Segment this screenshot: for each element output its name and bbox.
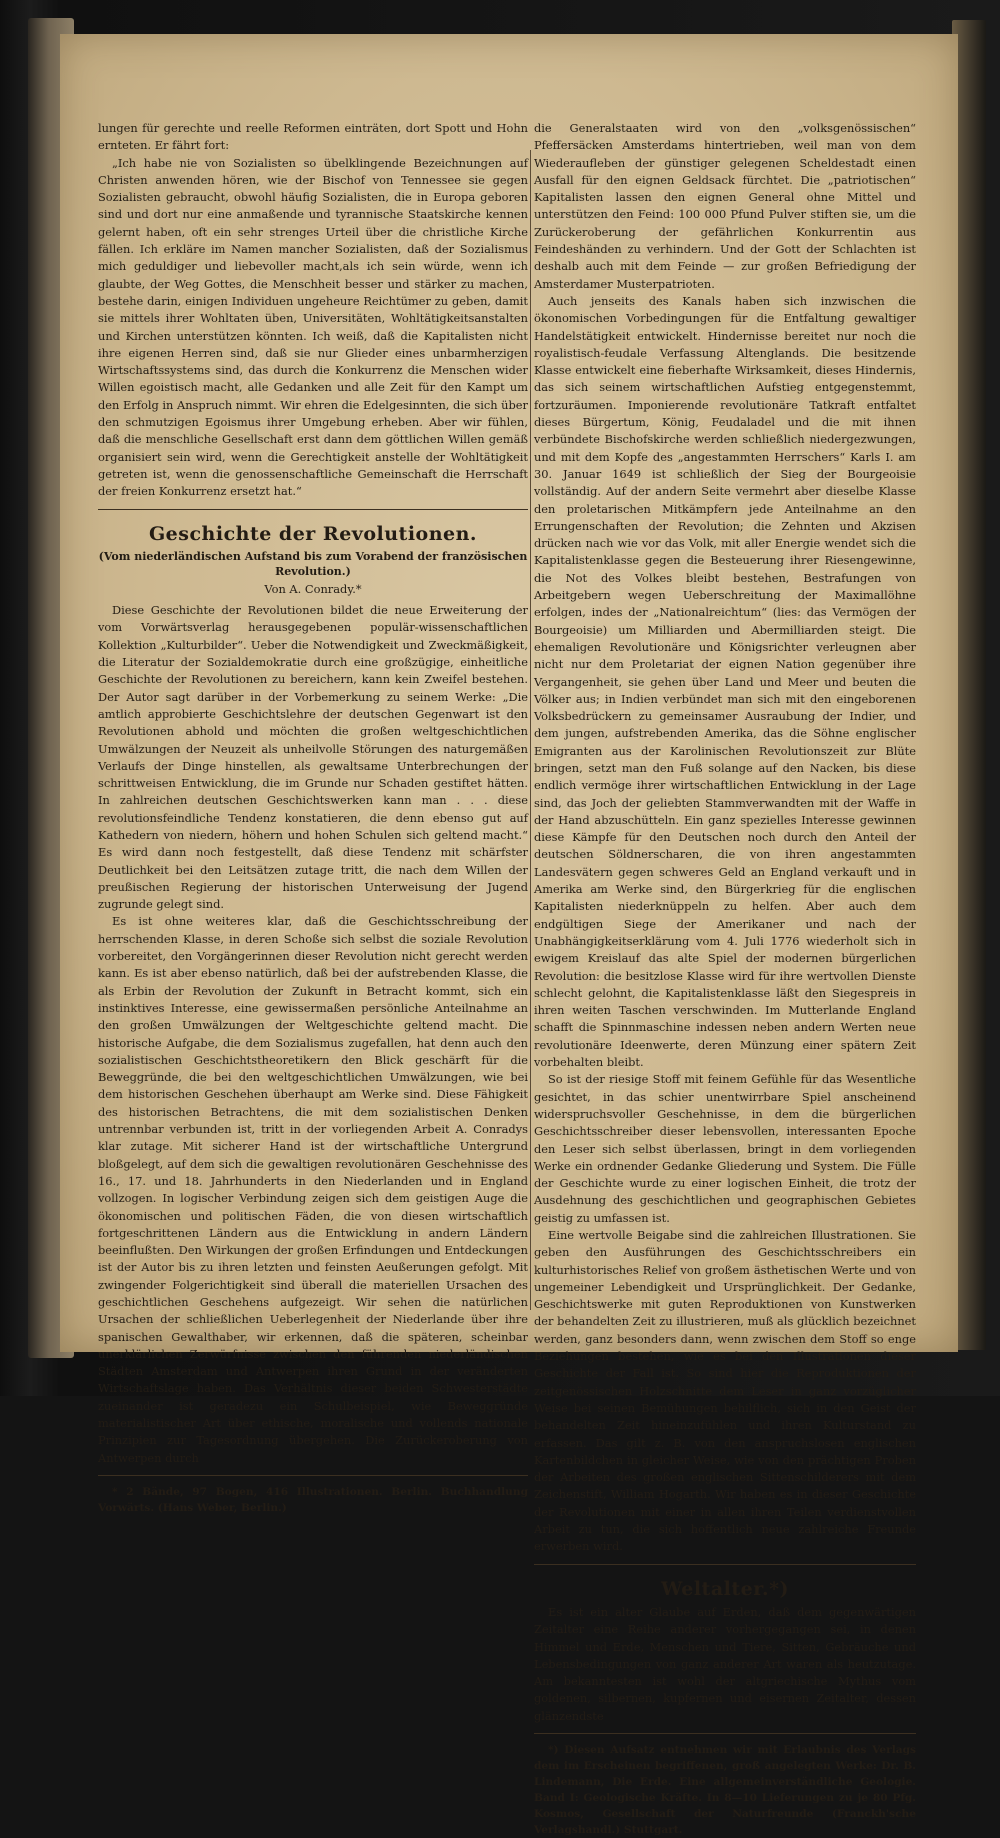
left-intro: lungen für gerechte und reelle Reformen einträten, dort Spott und Hohn ernteten. Er fährt fort:: [98, 121, 528, 153]
article2-footnote: *) Diesen Aufsatz entnehmen wir mit Erlaubnis des Verlags dem im Erscheinen begriffenen, groß angelegten Werke: Dr. B. Lindemann, Die Erde. Eine allgemeinverständliche Geologie. Band I: Geologische Kräfte. In 8—10 Lieferungen zu je 80 Pfg. Kosmos, Gesellschaft der Naturfreunde (Franckh'sche Verlagshandl.) Stuttgart.: [534, 1744, 916, 1837]
article2-paragraph-1: Es ist ein alter Glaube auf Erden, daß dem gegenwärtigen Zeitalter eine Reihe anderer vorhergegangen sei, in denen Himmel und Erde, Menschen und Tiere, Sitten, Gebräuche und Lebensbedingungen von ganz anderer Art waren als heutzutage. Am bekanntesten ist wohl der altgriechische Mythus vom goldenen, silbernen, kupfernen und eisernen Zeitalter, dessen glänzendste: [534, 1604, 916, 1723]
right-paragraph-2: Auch jenseits des Kanals haben sich inzwischen die ökonomischen Vorbedingungen für die Entfaltung gewaltiger Handelstätigkeit entwickelt. Hindernisse bereitet nur noch die royalistisch-feudale Verfassung Altenglands. Die besitzende Klasse entwickelt eine fieberhafte Wirksamkeit, dieses Hindernis, das sich seinem wirtschaftlichen Aufstieg entgegenstemmt, fortzuräumen. Imponierende revolutionäre Tatkraft entfaltet dieses Bürgertum, König, Feudaladel und die mit ihnen verbündete Bischofskirche werden schließlich niedergezwungen, und mit dem Kopfe des „angestammten Herrschers“ Karls I. am 30. Januar 1649 ist schließlich der Sieg der Bourgeoisie vollständig. Auf der andern Seite vermehrt aber dieselbe Klasse den proletarischen Mitkämpfern jede Anteilnahme an den Errungenschaften der Revolution; die Zehnten und Akzisen drücken nach wie vor das Volk, mit aller Energie wendet sich die Kapitalistenklasse gegen die Besteuerung ihrer Riesengewinne, die Not des Volkes bleibt bestehen, Bestrafungen von Arbeitgebern wegen Ueberschreitung der Maximallöhne erfolgen, indes der „Nationalreichtum“ (lies: das Vermögen der Bourgeoisie) um Milliarden und Abermilliarden steigt. Die ehemaligen Revolutionäre und Königsrichter verleugnen aber nicht nur dem Proletariat der eignen Nation gegenüber ihre Vergangenheit, sie gehen über Land und Meer und beuten die Völker aus; in Indien verbündet man sich mit den eingeborenen Volksbedrückern zu gemeinsamer Ausraubung der Indier, und dem jungen, aufstrebenden Amerika, das die Söhne englischer Emigranten aus der Karolinischen Revolutionszeit zur Blüte bringen, setzt man den Fuß solange auf den Nacken, bis diese endlich vermöge ihrer wirtschaftlichen Entwicklung in der Lage sind, das Joch der geliebten Stammverwandten mit der Waffe in der Hand abzuschütteln. Ein ganz spezielles Interesse gewinnen diese Kämpfe für den Deutschen noch durch den Anteil der deutschen Söldnerscharen, die von ihren angestammten Landesvätern gegen schweres Geld an England verkauft und in Amerika am Werke sind, den Bürgerkrieg für die englischen Kapitalisten niederknüppeln zu helfen. Aber auch dem endgültigen Siege der Amerikaner und nach der Unabhängigkeitserklärung vom 4. Juli 1776 wiederholt sich in ewigem Kreislauf das alte Spiel der modernen bürgerlichen Revolution: die besitzlose Klasse wird für ihre wertvollen Dienste schlecht gelohnt, die Kapitalistenklasse läßt den Siegespreis in ihren weiten Taschen verschwinden. Im Mutterlande England schafft die Spinnmaschine indessen neben andern Werten neue revolutionäre Ideenwerte, deren Münzung einer spätern Zeit vorbehalten bleibt.: [534, 293, 916, 1070]
footnote-rule-2: [534, 1733, 916, 1734]
right-column: [534, 120, 916, 1838]
right-paragraph-3: So ist der riesige Stoff mit feinem Gefühle für das Wesentliche gesichtet, in das schier unentwirrbare Spiel anscheinend widerspruchsvoller Geschehnisse, in dem die bürgerlichen Geschichtsschreiber dieser lebensvollen, interessanten Epoche den Leser sich selbst überlassen, bringt in dem vorliegenden Werke ein ordnender Gedanke Gliederung und System. Die Fülle der Geschichte wurde zu einer logischen Einheit, die trotz der Ausdehnung des geschichtlichen und geographischen Gebietes geistig zu umfassen ist.: [534, 1072, 916, 1225]
article-paragraph-1: Diese Geschichte der Revolutionen bildet die neue Erweiterung der vom Vorwärtsverlag herausgegebenen populär-wissenschaftlichen Kollektion „Kulturbilder“. Ueber die Notwendigkeit und Zweckmäßigkeit, die Literatur der Sozialdemokratie durch eine großzügige, einheitliche Geschichte der Revolutionen zu bereichern, kann kein Zweifel bestehen. Der Autor sagt darüber in der Vorbemerkung zu seinem Werke: „Die amtlich approbierte Geschichtslehre der deutschen Gegenwart ist den Revolutionen abhold und möchten die großen weltgeschichtlichen Umwälzungen der Neuzeit als unheilvolle Störungen des naturgemäßen Verlaufs der Dinge hinstellen, als gewaltsame Unterbrechungen der schrittweisen Entwicklung, die im Grunde nur Schaden gestiftet hätten. In zahlreichen deutschen Geschichtswerken kann man . . . diese revolutionsfeindliche Tendenz konstatieren, die denn ebenso gut auf Kathedern von niedern, höhern und hohen Schulen sich geltend macht.“ Es wird dann noch festgestellt, daß diese Tendenz mit schärfster Deutlichkeit bei den Leitsätzen zutage tritt, die nach dem Willen der preußischen Regierung der historischen Unterweisung der Jugend zugrunde gelegt sind.: [98, 603, 528, 912]
article-subtitle: (Vom niederländischen Aufstand bis zum Vorabend der französischen Revolution.): [98, 549, 528, 578]
column-divider: [530, 150, 531, 1310]
article-title: Geschichte der Revolutionen.: [148, 522, 478, 545]
article2-title: Weltalter.*): [660, 1577, 790, 1600]
footnote-rule: [98, 1475, 528, 1476]
article-footnote: * 2 Bände, 97 Bogen, 416 Illustrationen. Berlin. Buchhandlung Vorwärts. (Hans Weber, Berlin.): [98, 1485, 528, 1514]
bishop-quote: „Ich habe nie von Sozialisten so übelklingende Bezeichnungen auf Christen anwenden hören, wie der Bischof von Tennessee sie gegen Sozialisten gebraucht, obwohl häufig Sozialisten, die in Europa geboren sind und dort nur eine anmaßende und tyrannische Staatskirche kennen gelernt haben, oft ein sehr strenges Urteil über die christliche Kirche fällen. Ich erkläre im Namen mancher Sozialisten, daß der Sozialismus mich geduldiger und liebevoller macht,als ich sein würde, wenn ich glaubte, der Weg Gottes, die Menschheit besser und stärker zu machen, bestehe darin, einigen Individuen ungeheure Reichtümer zu geben, damit sie mittels ihrer Wohltaten üben, Universitäten, Wohltätigkeitsanstalten und Kirchen unterstützen könnten. Ich weiß, daß die Kapitalisten nicht ihre eigenen Herren sind, daß sie nur Glieder eines unbarmherzigen Wirtschaftssystems sind, das durch die Konkurrenz die Menschen wider Willen egoistisch macht, alle Gedanken und alle Zeit für den Kampt um den Erfolg in Anspruch nimmt. Wir ehren die Edelgesinnten, die sich über den schmutzigen Egoismus ihrer Umgebung erheben. Aber wir fühlen, daß die menschliche Gesellschaft erst dann dem göttlichen Willen gemäß organisiert sein wird, wenn die Gerechtigkeit anstelle der Wohltätigkeit getreten ist, wenn die genossenschaftliche Gemeinschaft die Herrschaft der freien Konkurrenz ersetzt hat.“: [98, 155, 528, 499]
right-paragraph-1: die Generalstaaten wird von den „volksgenössischen“ Pfeffersäcken Amsterdams hintertrieben, weil man von dem Wiederaufleben der günstiger gelegenen Scheldestadt einen Ausfall für den eignen Geldsack fürchtet. Die „patriotischen“ Kapitalisten lassen den eignen General ohne Mittel und unterstützen den Feind: 100 000 Pfund Pulver stiften sie, um die Zurückeroberung der gefährlichen Konkurrentin aus Feindeshänden zu verhindern. Und der Gott der Schlachten ist deshalb auch mit dem Feinde — zur großen Befriedigung der Amsterdamer Musterpatrioten.: [534, 121, 916, 291]
section-rule: [98, 509, 528, 510]
section-rule-2: [534, 1564, 916, 1565]
right-paragraph-4: Eine wertvolle Beigabe sind die zahlreichen Illustrationen. Sie geben den Ausführungen des Geschichtsschreibers ein kulturhistorisches Relief von großem ästhetischen Werte und von ungemeiner Lebendigkeit und Ursprünglichkeit. Der Gedanke, Geschichtswerke mit guten Reproduktionen von Kunstwerken der behandelten Zeit zu illustrieren, muß als glücklich bezeichnet werden, ganz besonders dann, wenn zwischen dem Stoff so enge Beziehungen bestehen, wie es bei den Illustrationen dieser Geschichte der Fall ist. So sind hier die Reproduktionen der zeitgenössischen Holzschnitte dem Leser in ganz vorzüglicher Weise bei seinen Bemühungen behilflich, sich in den Geist der behandelten Zeit hineinzufühlen und ihren Kulturstand zu erfassen. Das gilt z. B. von den anspruchslosen englischen Kartenbildchen in gleicher Weise, wie von den prächtigen Proben der Arbeiten des großen englischen Sittenschilderers mit dem Zeichenstift, William Hogarth. Wir haben es in dieser Geschichte der Revolutionen mit einer in allen ihren Teilen verdienstvollen Arbeit zu tun, die sich hoffentlich neue zahlreiche Freunde erwerben wird.: [534, 1228, 916, 1554]
article-paragraph-2: Es ist ohne weiteres klar, daß die Geschichtsschreibung der herrschenden Klasse, in deren Schoße sich selbst die soziale Revolution vorbereitet, den Vorgängerinnen dieser Revolution nicht gerecht werden kann. Es ist aber ebenso natürlich, daß bei der aufstrebenden Klasse, die als Erbin der Revolution der Zukunft in Betracht kommt, sich ein instinktives Interesse, eine gewissermaßen persönliche Anteilnahme an den großen Umwälzungen der Weltgeschichte geltend macht. Die historische Aufgabe, die dem Sozialismus zugefallen, hat denn auch den sozialistischen Geschichtstheoretikern den Blick geschärft für die Beweggründe, die bei den weltgeschichtlichen Umwälzungen, wie bei dem historischen Geschehen überhaupt am Werke sind. Diese Fähigkeit des historischen Betrachtens, die mit dem sozialistischen Denken untrennbar verbunden ist, tritt in der vorliegenden Arbeit A. Conradys klar zutage. Mit sicherer Hand ist der wirtschaftliche Untergrund bloßgelegt, auf dem sich die gewaltigen revolutionären Geschehnisse des 16., 17. und 18. Jahrhunderts in den Niederlanden und in England vollzogen. In logischer Verbindung zeigen sich dem geistigen Auge die ökonomischen und politischen Fäden, die von diesen wirtschaftlich fortgeschrittenen Ländern aus die Entwicklung in andern Ländern beeinflußten. Den Wirkungen der großen Erfindungen und Entdeckungen ist der Autor bis zu ihren letzten und feinsten Aeußerungen gefolgt. Mit zwingender Folgerichtigkeit sind überall die materiellen Ursachen des geschichtlichen Geschehens aufgezeigt. Wir sehen die natürlichen Ursachen der schließlichen Ueberlegenheit der Niederlande über ihre spanischen Gewalthaber, wir erkennen, daß die späteren, scheinbar unerklärlichen Zerwürfnisse zwischen den führenden niederländischen Städten Amsterdam und Antwerpen ihren Grund in der veränderten Wirtschaftslage haben. Das Verhältnis dieser beiden Schwesterstädte zueinander ist geradezu ein Schulbeispiel, wie Beweggründe materialistischer Art über ethische, moralische und vollends nationale Prinzipien zur Tagesordnung übergehen. Die Zurückeroberung von Antwerpen durch: [98, 914, 528, 1465]
article-byline: Von A. Conrady.*: [264, 581, 362, 596]
left-column: [98, 120, 528, 1516]
